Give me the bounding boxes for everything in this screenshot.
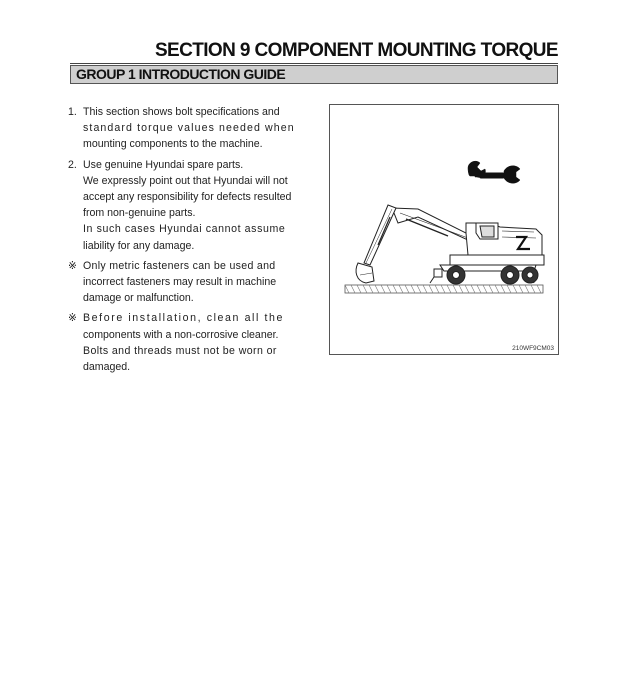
wheeled-excavator-illustration xyxy=(356,205,544,284)
list-item xyxy=(68,104,300,153)
item-text: This section shows bolt specifications and standard torque values needed when mounting components to the machine. xyxy=(83,106,295,151)
note-marker: ※ xyxy=(68,259,77,272)
figure-caption: 210WF9CM03 xyxy=(512,345,554,352)
figure-illustration xyxy=(330,105,558,354)
ground xyxy=(345,285,543,293)
note-marker: ※ xyxy=(68,312,77,325)
group-title: GROUP 1 INTRODUCTION GUIDE xyxy=(76,66,286,82)
list-item xyxy=(68,157,300,254)
section-title: SECTION 9 COMPONENT MOUNTING TORQUE xyxy=(154,40,558,61)
item-text: Only metric fasteners can be used and incorrect fasteners may result in machine damage or malfunction. xyxy=(83,259,277,305)
item-text: Use genuine Hyundai spare parts. We expressly point out that Hyundai will not accept any responsibility for defects resulted from non-genuine parts. In such cases Hyundai cannot assume liability for any damage. xyxy=(83,158,292,252)
wrench-icon xyxy=(468,161,520,183)
figure-box xyxy=(329,104,559,355)
text-column xyxy=(68,104,300,379)
list-item xyxy=(68,310,300,375)
group-bar xyxy=(70,65,558,84)
item-text: Before installation, clean all the components with a non-corrosive cleaner. Bolts and threads must not be worn or damaged. xyxy=(83,312,285,374)
list-item xyxy=(68,258,300,307)
item-number: 2. xyxy=(68,158,77,171)
item-number: 1. xyxy=(68,106,77,118)
section-rule xyxy=(70,63,558,64)
